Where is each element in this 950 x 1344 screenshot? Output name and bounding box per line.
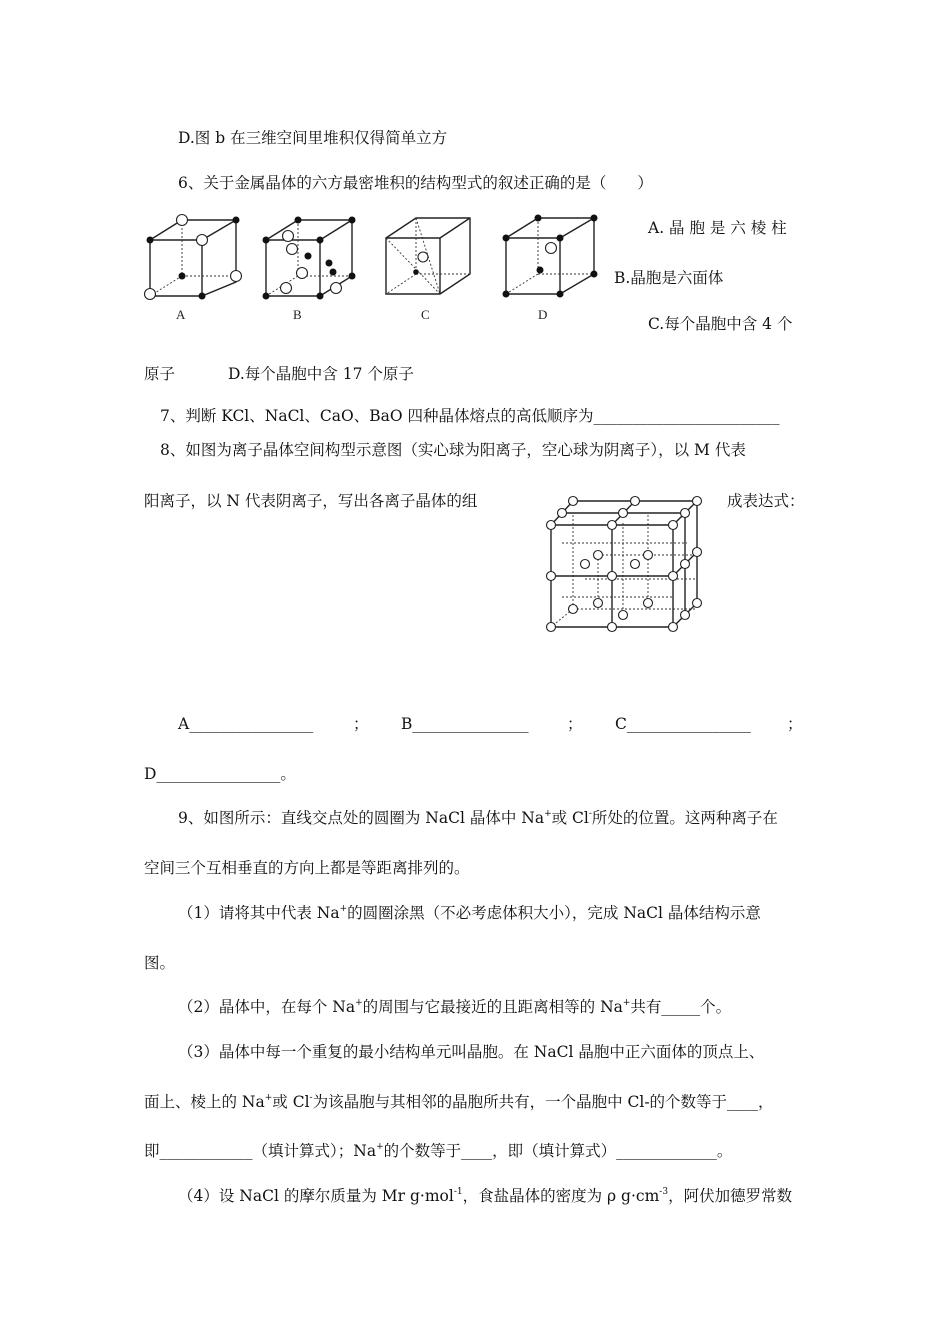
cube-label-a: A [176, 307, 186, 322]
q9-stem-line2: 空间三个互相垂直的方向上都是等距离排列的。 [144, 859, 470, 877]
q9-part3-line3: 即____________（填计算式）；Na+的个数等于____，即（填计算式）_____________。 [144, 1141, 733, 1160]
q9-part3: （3）晶体中每一个重复的最小结构单元叫晶胞。在 NaCl 晶胞中正六面体的顶点上、 [178, 1043, 765, 1061]
q8-line2-left: 阳离子，以 N 代表阴离子，写出各离子晶体的组 [144, 492, 478, 510]
q8-blank-c[interactable]: C________________ [615, 715, 751, 733]
cube-label-b: B [293, 307, 302, 322]
q8-line2-right: 成表达式： [727, 492, 805, 510]
q8-stem: 8、如图为离子晶体空间构型示意图（实心球为阳离子，空心球为阴离子），以 M 代表 [160, 441, 746, 459]
q8-blank-a[interactable]: A________________ [178, 715, 314, 733]
q6-stem: 6、关于金属晶体的六方最密堆积的结构型式的叙述正确的是（ ） [178, 174, 653, 192]
cube-b [263, 217, 356, 300]
q6-option-c-cont: 原子 [144, 365, 176, 383]
cube-label-c: C [421, 307, 430, 322]
q9-stem: 9、如图所示：直线交点处的圆圈为 NaCl 晶体中 Na+或 Cl-所处的位置。这两种离子在 [178, 808, 778, 827]
cube-d [503, 215, 598, 298]
q6-option-c: C.每个晶胞中含 4 个 [648, 315, 793, 333]
lattice-nodes [547, 497, 702, 632]
cube-c [386, 218, 470, 294]
q8-blank-d[interactable]: D________________。 [144, 765, 296, 783]
q6-option-d: D.每个晶胞中含 17 个原子 [228, 365, 414, 383]
q5-option-d: D.图 b 在三维空间里堆积仅得简单立方 [178, 129, 448, 147]
q7-stem: 7、判断 KCl、NaCl、CaO、BaO 四种晶体熔点的高低顺序为________________________ [160, 407, 780, 425]
q8-separator-2: ； [567, 715, 583, 733]
q8-separator-1: ； [353, 715, 369, 733]
q8-blank-b[interactable]: B_______________ [401, 715, 529, 733]
q9-part1-cont: 图。 [144, 954, 176, 972]
q8-separator-3: ； [787, 715, 803, 733]
q9-part2: （2）晶体中，在每个 Na+的周围与它最接近的且距离相等的 Na+共有_____个。 [178, 997, 732, 1016]
q9-part4: （4）设 NaCl 的摩尔质量为 Mr g·mol$^{-1}$，食盐晶体的密度为 ρ $g\cdot cm^{-3}$，阿伏加德罗常数 [178, 1186, 793, 1205]
q9-part1: （1）请将其中代表 Na+的圆圈涂黑（不必考虑体积大小），完成 NaCl 晶体结构示意 [178, 903, 761, 922]
q9-part3-line2: 面上、棱上的 Na+或 Cl-为该晶胞与其相邻的晶胞所共有，一个晶胞中 Cl-的个数等于____， [144, 1092, 774, 1111]
cube-label-d: D [538, 307, 548, 322]
cube-a [145, 215, 242, 300]
q6-option-a: A. 晶 胞 是 六 棱 柱 [648, 219, 787, 237]
nacl-lattice-figure [545, 495, 710, 635]
q6-cube-figures [140, 208, 620, 328]
q6-option-b: B.晶胞是六面体 [614, 269, 724, 287]
